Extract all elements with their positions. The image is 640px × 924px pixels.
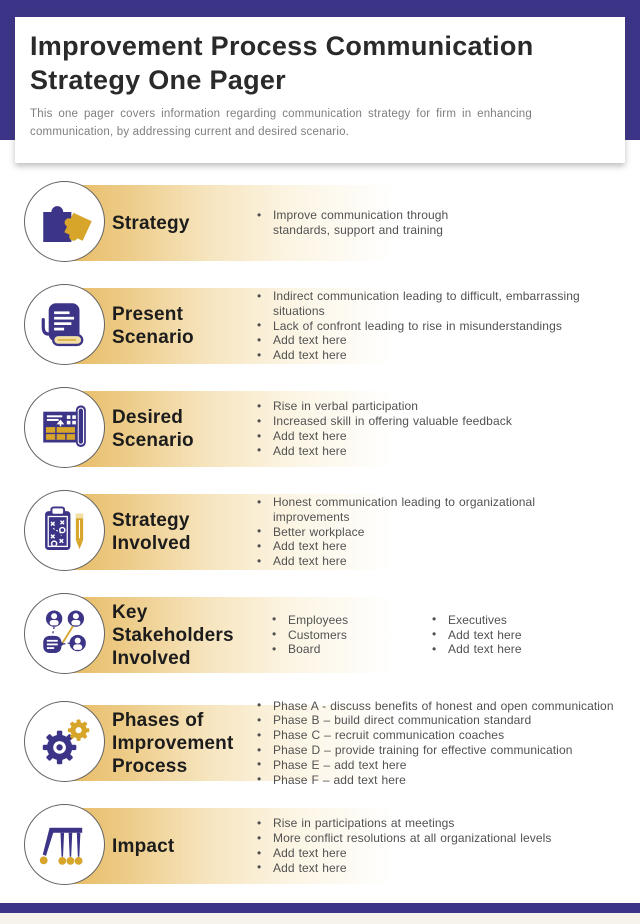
bullet-item: • Rise in verbal participation [250, 399, 615, 414]
bullet-item: • Add text here [250, 444, 615, 459]
row-desired-scenario [0, 386, 640, 472]
row-impact [0, 803, 640, 889]
bullet-item: • Phase C – recruit communication coaches [250, 728, 615, 743]
bullet-item: • Increased skill in offering valuable feedback [250, 414, 615, 429]
icon-circle [24, 387, 105, 468]
bullet-item: • Customers [265, 628, 425, 643]
header-card [15, 17, 625, 163]
bullet-item: • Phase A - discuss benefits of honest and open communication [250, 699, 615, 714]
bullet-columns [250, 592, 615, 678]
bullet-item: • Lack of confront leading to rise in misunderstandings [250, 319, 615, 334]
page-title: Improvement Process Communication Strategy One Pager [30, 31, 534, 95]
icon-circle [24, 804, 105, 885]
icon-circle [24, 701, 105, 782]
bullet-list [250, 803, 615, 889]
row-label: Strategy Involved [112, 510, 191, 554]
bullet-item: • Add text here [250, 348, 615, 363]
bullet-item: • Add text here [250, 846, 615, 861]
tactics-clipboard-icon [36, 502, 94, 560]
bullet-item: • Add text here [250, 333, 615, 348]
footer-strip [0, 913, 640, 924]
bullet-list [250, 283, 615, 369]
bullet-list [250, 386, 615, 472]
gears-icon [36, 713, 94, 771]
row-label: Phases of Improvement Process [112, 709, 234, 777]
bullet-list [250, 700, 615, 786]
blueprint-plan-icon [36, 399, 94, 457]
icon-circle [24, 284, 105, 365]
bullet-item: • Rise in participations at meetings [250, 816, 615, 831]
bullet-item: • Better workplace [250, 525, 615, 540]
bullet-item: • Phase B – build direct communication standard [250, 713, 615, 728]
person-glyph [45, 610, 61, 626]
footer-bar [0, 903, 640, 913]
scroll-document-icon [36, 296, 94, 354]
icon-circle [24, 181, 105, 262]
row-present-scenario [0, 283, 640, 369]
row-phases [0, 700, 640, 786]
bullet-item: • Indirect communication leading to difficult, embarrassing situations [250, 289, 615, 319]
bullet-column-left [265, 613, 425, 657]
bullet-item: • Honest communication leading to organizational improvements [250, 495, 615, 525]
page-subtitle: This one pager covers information regarding communication strategy for firm in enhancing communication, by addressing current and desired scenario. [30, 108, 532, 138]
bullet-item: • Employees [265, 613, 425, 628]
bullet-item: • Phase E – add text here [250, 758, 615, 773]
row-key-stakeholders [0, 592, 640, 678]
person-glyph [69, 634, 85, 650]
puzzle-icon [36, 193, 94, 251]
bullet-item: • Add text here [250, 429, 615, 444]
row-label: Impact [112, 835, 175, 857]
bullet-item: • Add text here [250, 539, 615, 554]
icon-circle [24, 490, 105, 571]
bullet-item: • Board [265, 642, 425, 657]
bullet-item: • More conflict resolutions at all organizational levels [250, 831, 615, 846]
bullet-item: • Phase F – add text here [250, 773, 615, 788]
newtons-cradle-icon [36, 816, 94, 874]
bullet-item: • Add text here [250, 861, 615, 876]
speaker-glyph [43, 635, 64, 652]
bullet-list [250, 489, 615, 575]
bullet-item: • Phase D – provide training for effective communication [250, 743, 615, 758]
icon-circle [24, 593, 105, 674]
stakeholders-network-icon [36, 605, 94, 663]
bullet-item: • Add text here [425, 628, 600, 643]
row-label: Desired Scenario [112, 407, 194, 451]
bullet-column-right [425, 613, 600, 657]
bullet-item: • Add text here [250, 554, 615, 569]
row-label: Present Scenario [112, 304, 194, 348]
row-label: Key Stakeholders Involved [112, 601, 234, 669]
bullet-item: • Add text here [425, 642, 600, 657]
person-glyph [67, 610, 83, 626]
row-label: Strategy [112, 212, 190, 234]
bullet-item: • Executives [425, 613, 600, 628]
row-strategy-involved [0, 489, 640, 575]
bullet-list [250, 180, 482, 266]
row-strategy [0, 180, 640, 266]
bullet-item: • Improve communication through standards, support and training [250, 208, 482, 238]
